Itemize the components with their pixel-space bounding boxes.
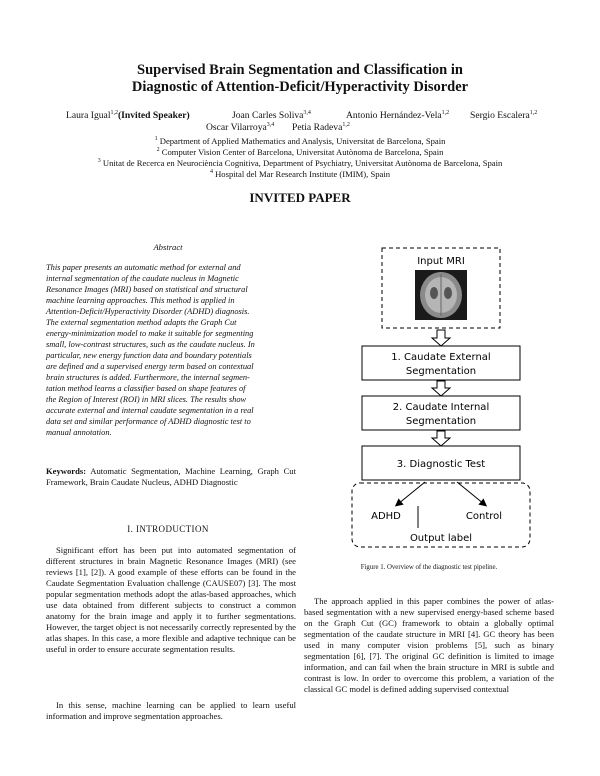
affiliation-2: $^2$ Computer Vision Center of Barcelona, Universitat Autònoma de Barcelona, Spain (156, 147, 444, 157)
abstract-line: tation method learns a classifier based on shape features of (46, 384, 246, 393)
step3-label: 3. Diagnostic Test (396, 459, 486, 470)
abstract-line: accurate external and internal caudate segmentation in a real (46, 406, 254, 415)
keywords: Keywords: Automatic Segmentation, Machine Learning, Graph Cut Framework, Brain Caudate Nucleus, ADHD Diagnostic (46, 466, 296, 487)
author-1: Laura Igual$^{1,2}$(Invited Speaker) (66, 109, 190, 121)
author-4: Sergio Escalera$^{1,2}$ (470, 109, 538, 121)
affiliation-4: $^4$ Hospital del Mar Research Institute (IMIM), Spain (209, 169, 391, 179)
abstract-line: This paper presents an automatic method for external and (46, 263, 241, 272)
arrow-down-icon (432, 431, 450, 446)
abstract-line: machine learning approaches. This method is applied in (46, 296, 235, 305)
abstract-line: energy-minimization model to make it suitable for segmenting (46, 329, 254, 338)
arrow-to-control-icon (457, 482, 484, 504)
author-6: Petia Radeva$^{1,2}$ (292, 121, 350, 133)
abstract-line: brain structures is added. Furthermore, the internal segmen- (46, 373, 250, 382)
right-column-paragraph: The approach applied in this paper combines the power of atlas-based segmentation with a new supervised energy-based scheme based on the Graph Cut (GC) framework to obtain a globally optimal segmentation of the caudate structure in MRI [4]. GC theory has been used in many computer vision problems [5], such as binary segmentation [6], [7]. The original GC definition is limited to image information, and can fail when the brain structure in MRI is subtle and contrast is low. In order to overcome this problem, a variation of the classical GC model is defined adding supervised contextual (304, 596, 554, 694)
abstract-line: Attention-Deficit/Hyperactivity Disorder (ADHD) diagnosis. (46, 307, 250, 316)
paper-title-line-1: Supervised Brain Segmentation and Classification in (137, 62, 463, 78)
step2-label-2: Segmentation (405, 416, 477, 427)
affiliation-1: $^1$ Department of Applied Mathematics and Analysis, Universitat de Barcelona, Spain (154, 136, 446, 146)
abstract-line: are defined and a supervised energy term based on contextual (46, 362, 254, 371)
author-3: Antonio Hernández-Vela$^{1,2}$ (346, 109, 450, 121)
step1-label-2: Segmentation (405, 366, 477, 377)
abstract-line: manual annotation. (46, 428, 112, 437)
output-adhd-label: ADHD (371, 511, 401, 522)
output-label: Output label (409, 533, 473, 544)
abstract-line: internal segmentation of the caudate nucleus in Magnetic (46, 274, 239, 283)
abstract-line: the Region of Interest (ROI) in MRI slices. The results show (46, 395, 247, 404)
invited-paper-heading: INVITED PAPER (249, 190, 351, 205)
affiliation-3: $^3$ Unitat de Recerca en Neurociència Cognitiva, Department of Psychiatry, Universitat Autònoma de Barcelona, Spain (97, 158, 503, 168)
abstract-body (46, 262, 296, 438)
abstract-line: Resonance Images (MRI) based on statistical and structural (46, 285, 248, 294)
abstract-line: The external segmentation method adapts the Graph Cut (46, 318, 237, 327)
abstract-line: particular, new energy function data and boundary potentials (46, 351, 252, 360)
input-mri-label: Input MRI (417, 256, 465, 267)
author-2: Joan Carles Soliva$^{3,4}$ (232, 109, 311, 121)
abstract-heading: Abstract (153, 242, 183, 252)
author-5: Oscar Vilarroya$^{3,4}$ (206, 121, 275, 133)
section-heading-introduction: I. INTRODUCTION (127, 524, 209, 534)
intro-paragraph-2: In this sense, machine learning can be applied to learn useful information and improve segmentation approaches. (46, 700, 296, 721)
pipeline-diagram (340, 240, 540, 550)
output-control-label: Control (465, 511, 503, 522)
arrow-down-icon (432, 381, 450, 396)
abstract-line: small, low-contrast structures, such as the caudate nucleus. In (46, 340, 255, 349)
abstract-line: data set and similar performance of ADHD diagnostic test to (46, 417, 251, 426)
arrow-down-icon (432, 330, 450, 346)
intro-paragraph-1: Significant effort has been put into automated segmentation of different structures in brain Magnetic Resonance Images (MRI) (see reviews [1], [2]). A good example of these efforts can be found in the Caudate Segmentation Evaluation challenge (CAUSE07) [3]. The most popular segmentation methods adopt the atlas-based approaches, which use data obtained from different subjects to construct a common anatomy for the brain image and apply it to further segmentations. However, the target object is not necessarily correctly represented by the atlas shapes. In this case, a more flexible and adaptive technique can be useful in order to ensure accurate segmentation results. (46, 545, 296, 654)
step1-label: 1. Caudate External (391, 352, 491, 363)
arrow-to-adhd-icon (398, 482, 425, 504)
paper-title-line-2: Diagnostic of Attention-Deficit/Hyperactivity Disorder (131, 79, 469, 95)
step2-label: 2. Caudate Internal (392, 402, 490, 413)
figure-caption: Figure 1. Overview of the diagnostic test pipeline. (360, 564, 498, 571)
